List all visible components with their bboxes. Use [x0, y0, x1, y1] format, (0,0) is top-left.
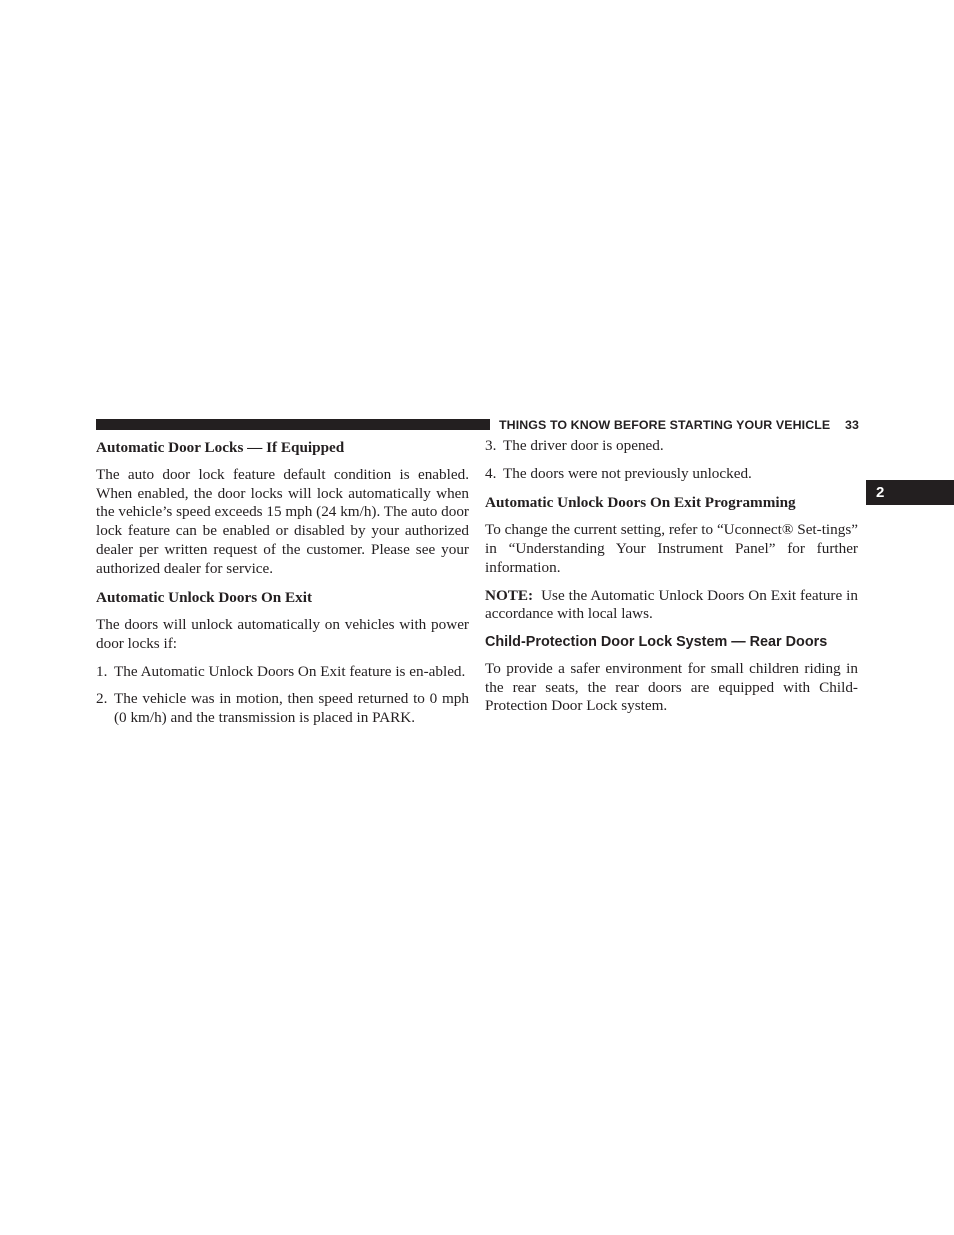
- paragraph-auto-lock: The auto door lock feature default condition is enabled. When enabled, the door locks will lock automatically when the vehicle’s speed exceeds 15 mph (24 km/h). The auto door lock feature can be enabled or disabled by your authorized dealer per written request of the customer. Please see your authorized dealer for service.: [96, 466, 469, 577]
- running-header: [499, 417, 859, 433]
- note-text: Use the Automatic Unlock Doors On Exit feature in accordance with local laws.: [485, 586, 858, 623]
- list-text: The Automatic Unlock Doors On Exit feature is en-abled.: [114, 662, 466, 680]
- note-label: NOTE:: [485, 586, 534, 604]
- heading-unlock-programming: Automatic Unlock Doors On Exit Programming: [485, 494, 796, 512]
- list-number: 1.: [96, 662, 108, 680]
- paragraph-unlock-conditions: The doors will unlock automatically on vehicles with power door locks if:: [96, 616, 469, 652]
- page-number: 33: [845, 418, 859, 432]
- heading-unlock-on-exit: Automatic Unlock Doors On Exit: [96, 589, 312, 607]
- list-item: [96, 690, 469, 727]
- condition-list-left: [96, 663, 469, 728]
- heading-automatic-door-locks: Automatic Door Locks — If Equipped: [96, 439, 345, 456]
- condition-list-right: [485, 437, 858, 483]
- list-number: 4.: [485, 464, 497, 482]
- right-column: [485, 437, 858, 725]
- list-text: The vehicle was in motion, then speed returned to 0 mph (0 km/h) and the transmission is placed in PARK.: [114, 690, 469, 727]
- list-item: [485, 465, 858, 484]
- paragraph-child-protection: To provide a safer environment for small children riding in the rear seats, the rear doors are equipped with Child-Protection Door Lock system.: [485, 659, 858, 715]
- list-text: The doors were not previously unlocked.: [503, 464, 752, 482]
- note-paragraph: [485, 587, 858, 624]
- section-title: THINGS TO KNOW BEFORE STARTING YOUR VEHICLE: [499, 418, 831, 432]
- left-column: [96, 437, 469, 737]
- list-text: The driver door is opened.: [503, 437, 664, 454]
- heading-child-protection: Child-Protection Door Lock System — Rear Doors: [485, 633, 828, 650]
- list-item: [485, 437, 858, 456]
- list-item: [96, 663, 469, 682]
- chapter-number: 2: [876, 484, 885, 501]
- paragraph-programming: To change the current setting, refer to “Uconnect® Set-tings” in “Understanding Your Instrument Panel” for further information.: [485, 521, 858, 576]
- list-number: 3.: [485, 437, 497, 454]
- header-rule: [96, 419, 490, 430]
- chapter-tab: [866, 480, 954, 505]
- list-number: 2.: [96, 690, 108, 708]
